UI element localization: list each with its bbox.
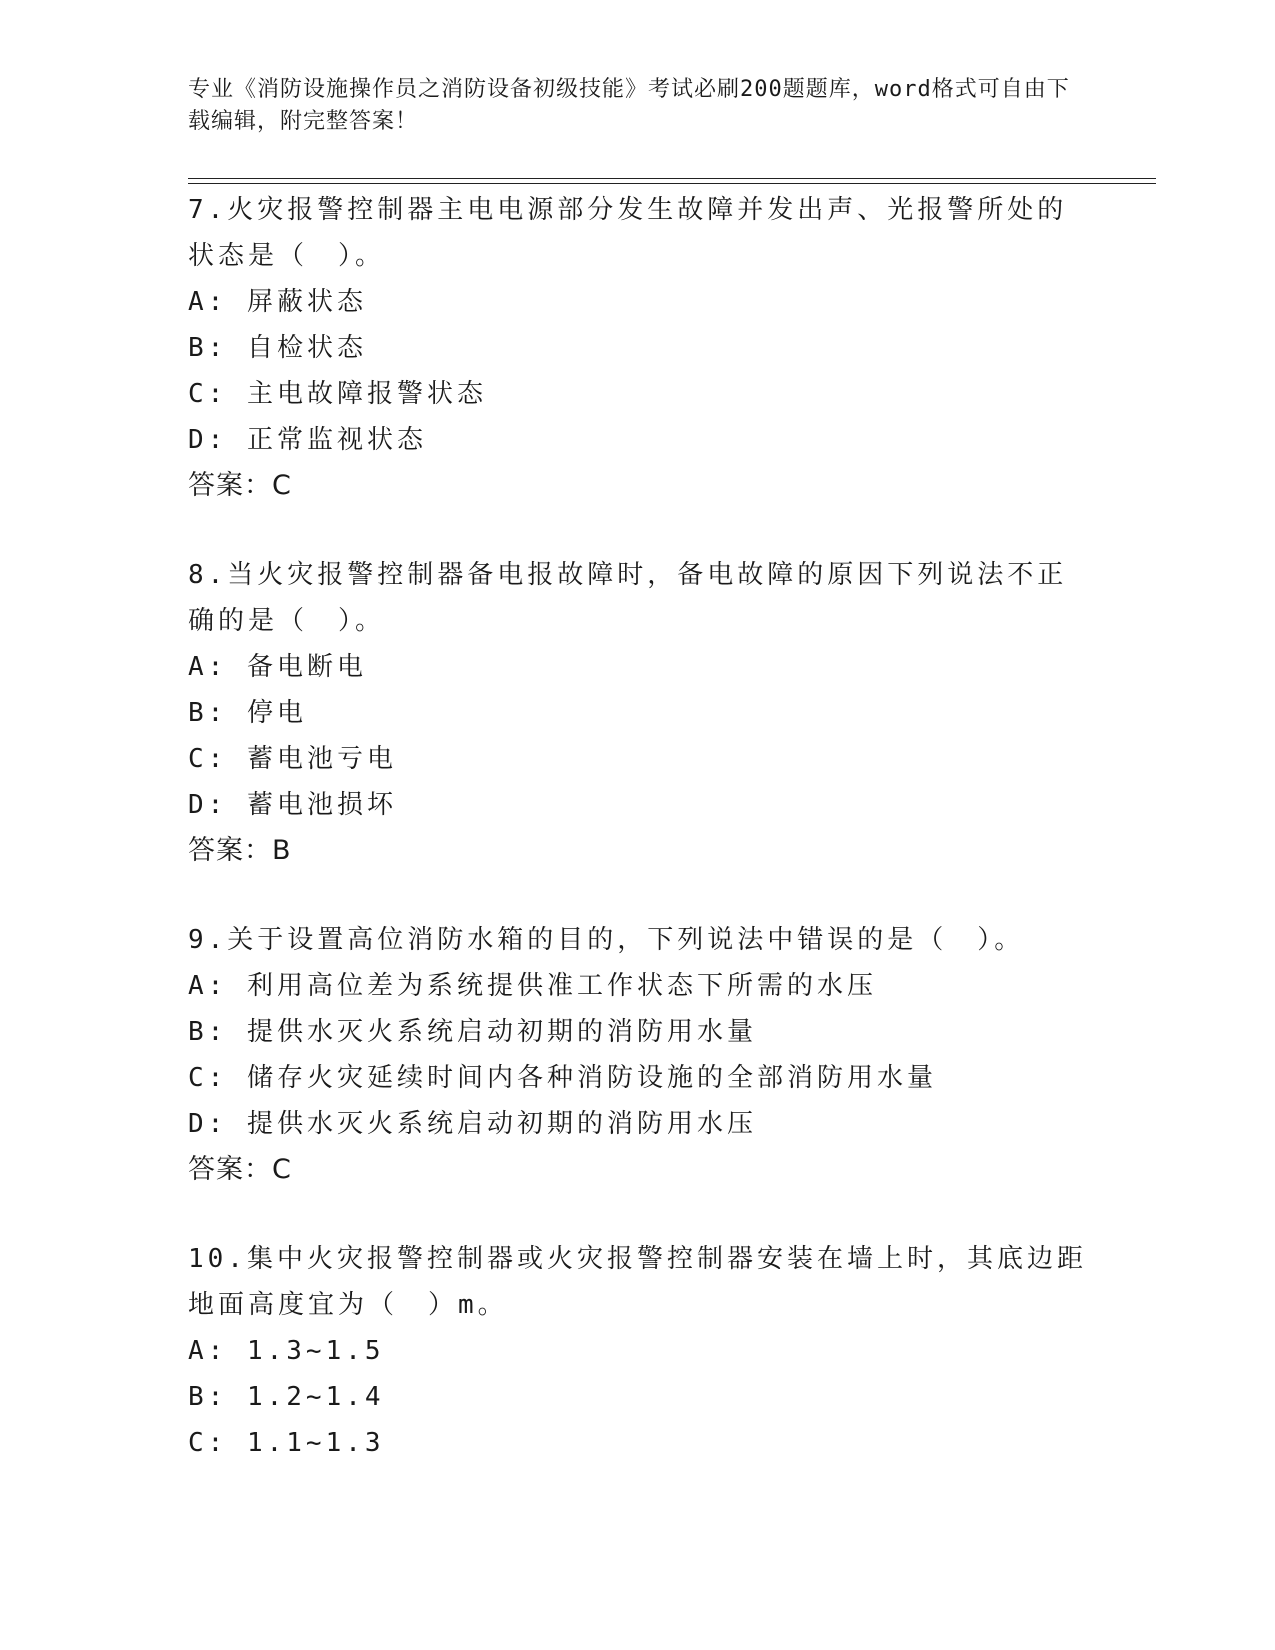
option-a: A: 屏蔽状态 [188, 287, 367, 317]
option-a: A: 备电断电 [188, 652, 367, 682]
option-d: D: 提供水灭火系统启动初期的消防用水压 [188, 1109, 757, 1139]
question-text: 7.火灾报警控制器主电电源部分发生故障并发出声、光报警所处的状态是（ ）。 [188, 195, 1068, 271]
question-text: 10.集中火灾报警控制器或火灾报警控制器安装在墙上时，其底边距地面高度宜为（ ）m。 [188, 1244, 1087, 1320]
question-text: 8.当火灾报警控制器备电报故障时，备电故障的原因下列说法不正确的是（ ）。 [188, 560, 1068, 636]
option-c: C: 主电故障报警状态 [188, 379, 487, 409]
option-d: D: 正常监视状态 [188, 425, 427, 455]
answer-line: 答案：B [188, 835, 292, 866]
option-a: A: 利用高位差为系统提供准工作状态下所需的水压 [188, 971, 877, 1001]
question-9 [188, 917, 1088, 1193]
question-7 [188, 187, 1088, 509]
header-divider-line [188, 178, 1156, 179]
header-divider-line-double [188, 183, 1156, 184]
question-10 [188, 1236, 1088, 1466]
answer-line: 答案：C [188, 470, 292, 501]
question-text: 9.关于设置高位消防水箱的目的，下列说法中错误的是（ ）。 [188, 925, 1025, 955]
document-header: 专业《消防设施操作员之消防设备初级技能》考试必刷200题题库，word格式可自由下载编辑，附完整答案！ [188, 77, 1070, 134]
option-b: B: 停电 [188, 698, 307, 728]
option-c: C: 蓄电池亏电 [188, 744, 397, 774]
option-b: B: 自检状态 [188, 333, 367, 363]
option-b: B: 提供水灭火系统启动初期的消防用水量 [188, 1017, 757, 1047]
option-d: D: 蓄电池损坏 [188, 790, 397, 820]
option-c: C: 储存火灾延续时间内各种消防设施的全部消防用水量 [188, 1063, 937, 1093]
answer-line: 答案：C [188, 1154, 292, 1185]
option-c: C: 1.1~1.3 [188, 1428, 385, 1458]
option-b: B: 1.2~1.4 [188, 1382, 385, 1412]
question-8 [188, 552, 1088, 874]
option-a: A: 1.3~1.5 [188, 1336, 385, 1366]
